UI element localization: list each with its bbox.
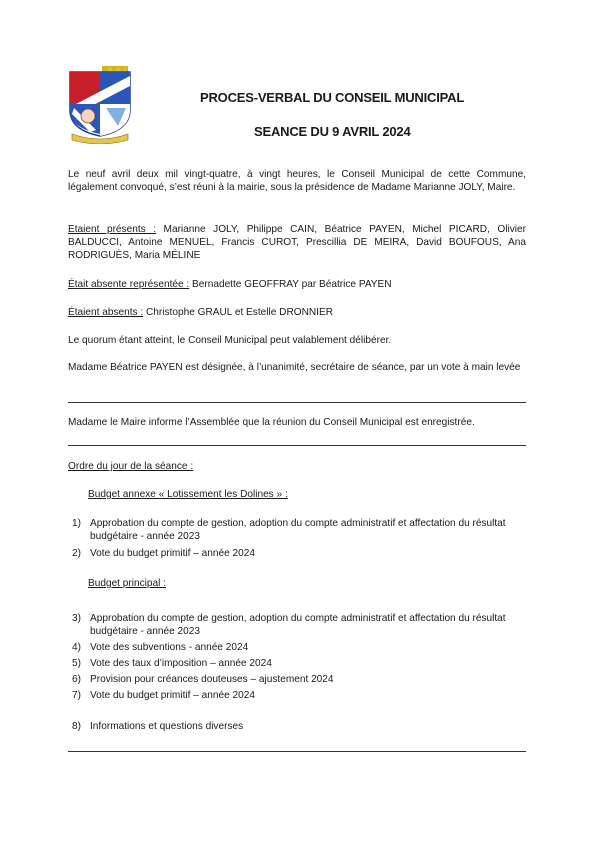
agenda-item-text: Provision pour créances douteuses – ajustement 2024 [90, 674, 334, 685]
agenda-item [72, 641, 528, 654]
agenda-item-number: 4) [72, 642, 81, 653]
agenda-item-text: Informations et questions diverses [90, 721, 244, 732]
agenda-item-text: Approbation du compte de gestion, adoption du compte administratif et affectation du résultat budgétaire - année 2023 [90, 613, 506, 637]
present-names: Marianne JOLY, Philippe CAIN, Béatrice PAYEN, Michel PICARD, Olivier BALDUCCI, Antoine MENUEL, Francis CUROT, Prescillia DE MEIRA, David BOUFOUS, Ana RODRIGUÈS, Maria MÉLINE [68, 224, 526, 261]
agenda-item-text: Vote du budget primitif – année 2024 [90, 548, 255, 559]
absent-names: Christophe GRAUL et Estelle DRONNIER [143, 307, 333, 318]
agenda-item [72, 657, 528, 670]
intro-paragraph: Le neuf avril deux mil vingt-quatre, à vingt heures, le Conseil Municipal de cette Commune, légalement convoqué, s’est réuni à la mairie, sous la présidence de Madame Marianne JOLY, Maire. [68, 169, 526, 193]
agenda-item [72, 612, 528, 638]
agenda-item-number: 2) [72, 548, 81, 559]
divider [68, 445, 526, 446]
present-label: Etaient présents : [68, 224, 157, 235]
agenda-item [72, 673, 528, 686]
annex-budget-heading [88, 488, 388, 501]
agenda-item-text: Approbation du compte de gestion, adoption du compte administratif et affectation du résultat budgétaire - année 2023 [90, 518, 506, 542]
agenda-item-number: 3) [72, 613, 81, 624]
quorum-paragraph: Le quorum étant atteint, le Conseil Municipal peut valablement délibérer. [68, 335, 392, 346]
agenda-item-number: 6) [72, 674, 81, 685]
annex-budget-label: Budget annexe « Lotissement les Dolines » : [88, 489, 288, 500]
principal-budget-label: Budget principal : [88, 578, 166, 589]
agenda-item-number: 1) [72, 518, 81, 529]
agenda-item [72, 547, 528, 560]
agenda-item [72, 689, 528, 702]
agenda-item-text: Vote du budget primitif – année 2024 [90, 690, 255, 701]
agenda-item-text: Vote des taux d’imposition – année 2024 [90, 658, 272, 669]
principal-budget-heading [88, 577, 288, 590]
recording-paragraph: Madame le Maire informe l’Assemblée que la réunion du Conseil Municipal est enregistrée. [68, 417, 475, 428]
agenda-item-number: 5) [72, 658, 81, 669]
agenda-heading: Ordre du jour de la séance : [68, 461, 194, 472]
municipal-crest [66, 64, 134, 144]
present-paragraph [68, 223, 526, 262]
absent-paragraph [68, 306, 526, 319]
agenda-item [72, 720, 528, 733]
agenda-item-text: Vote des subventions - année 2024 [90, 642, 249, 653]
agenda-item-number: 7) [72, 690, 81, 701]
agenda-item-number: 8) [72, 721, 81, 732]
agenda-item [72, 517, 528, 543]
page-title: PROCES-VERBAL DU CONSEIL MUNICIPAL [200, 90, 465, 105]
represented-label: Était absente représentée : [68, 279, 190, 290]
divider [68, 402, 526, 403]
session-subtitle: SEANCE DU 9 AVRIL 2024 [254, 124, 411, 139]
absent-label: Étaient absents : [68, 307, 144, 318]
represented-paragraph [68, 278, 526, 291]
secretary-paragraph: Madame Béatrice PAYEN est désignée, à l’unanimité, secrétaire de séance, par un vote à main levée [68, 362, 521, 373]
divider [68, 751, 526, 752]
represented-text: Bernadette GEOFFRAY par Béatrice PAYEN [189, 279, 392, 290]
